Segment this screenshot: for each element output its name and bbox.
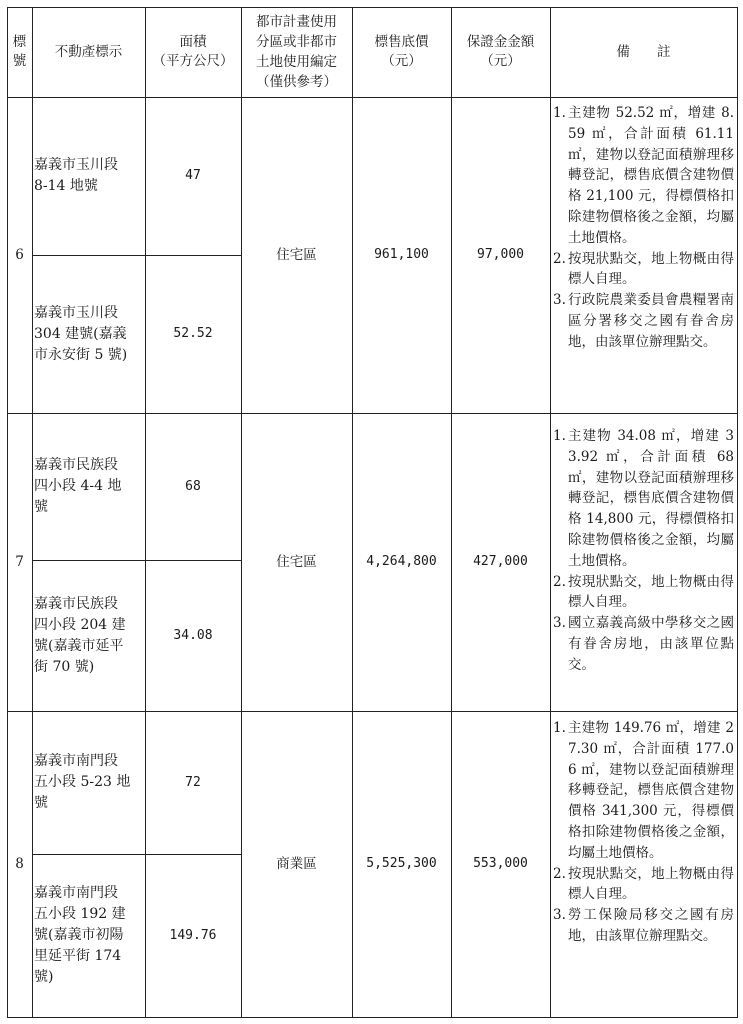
row-6-land-parcel: 嘉義市玉川段 8-14 地號 [34,157,118,194]
row-6-land-area: 47 [185,168,201,183]
row-8-building: 嘉義市南門段 五小段 192 建 號(嘉義市初陽 里延平街 174 號) [34,885,126,985]
row-8-land-parcel: 嘉義市南門段 五小段 5-23 地 號 [34,753,131,811]
remark-number: 3. [553,907,566,924]
row-8-remarks [553,718,734,947]
row-7-remarks [553,426,734,676]
row-6-building-area: 52.52 [173,326,213,341]
header-area-unit: （平方公尺） [152,53,234,69]
table-border-right [737,7,738,1018]
row-8-building-area: 149.76 [169,927,217,943]
remark-text: 按現狀點交，地上物概由得標人自理。 [568,250,734,288]
remark-number: 2. [553,250,566,267]
row-8-zoning: 商業區 [276,856,317,872]
row-8-seq: 8 [15,856,24,872]
remark-text: 主建物 52.52 ㎡，增建 8.59 ㎡，合計面積 61.11 ㎡，建物以登記面積辦理移轉登記，標售底價含建物價格 21,100 元，得標價格扣除建物價格後之金額，均屬土地價格。 [568,105,734,246]
header-deposit-title: 保證金金額 [466,34,535,50]
remark-text: 勞工保險局移交之國有房地，由該單位辦理點交。 [568,907,734,944]
header-area-title: 面積 [179,34,207,50]
row-7-building-area: 34.08 [173,627,213,643]
row-6-seq: 6 [15,247,24,263]
remark-number: 3. [553,292,566,309]
row-6-reserve-price: 961,100 [374,247,429,262]
row-7-remark-2 [553,572,734,614]
row-7-land-area: 68 [185,478,201,494]
row-8-remark-3 [553,905,734,947]
remark-number: 1. [553,105,566,121]
remark-text: 行政院農業委員會農糧署南區分署移交之國有眷舍房地，由該單位辦理點交。 [568,292,734,350]
row-7-remark-3 [553,613,734,675]
row-6-zoning: 住宅區 [276,247,317,263]
row-7-remark-1 [553,426,734,572]
row-6-remark-2 [553,249,734,291]
remark-text: 主建物 34.08 ㎡，增建 33.92 ㎡，合計面積 68 ㎡，建物以登記面積辦理移轉登記，標售底價含建物價格 14,800 元，得標價格扣除建物價格後之金額，均屬土地價格。 [568,428,734,569]
header-area [145,7,241,97]
header-reserve-title: 標售底價 [374,34,429,50]
col-rule-remarks [550,7,551,1018]
header-zoning-line-1: 都市計畫使用 [256,14,337,30]
row-8-reserve-price: 5,525,300 [366,856,437,871]
remark-number: 3. [553,615,566,632]
header-deposit-unit: （元） [480,53,521,69]
remark-number: 1. [553,720,566,736]
row-8-deposit: 553,000 [473,856,528,871]
row-7-land-parcel: 嘉義市民族段 四小段 4-4 地 號 [34,457,122,515]
row-7-building: 嘉義市民族段 四小段 204 建 號(嘉義市延平 街 70 號) [34,595,126,675]
header-seq: 標 號 [12,34,27,69]
header-zoning [241,7,352,97]
row-8-remark-2 [553,864,734,906]
remark-text: 按現狀點交，地上物概由得標人自理。 [568,865,734,903]
row-8-land-area: 72 [185,774,201,790]
header-zoning-line-3: 土地使用編定 [256,54,337,70]
row-6-remark-1 [553,103,734,249]
remark-text: 主建物 149.76 ㎡，增建 27.30 ㎡，合計面積 177.06 ㎡，建物以登記面積辦理移轉登記，標售底價含建物價格 341,300 元，得標價格扣除建物價格後之金額，均屬土地價格。 [568,720,734,861]
header-zoning-line-4: （僅供參考） [256,74,337,90]
row-7-deposit: 427,000 [473,554,528,569]
row-6-building: 嘉義市玉川段 304 建號(嘉義 市永安街 5 號) [34,304,128,363]
header-zoning-line-2: 分區或非都市 [256,34,337,50]
remark-text: 國立嘉義高級中學移交之國有眷舍房地，由該單位點交。 [568,615,734,673]
header-reserve-price [352,7,451,97]
row-7-zoning: 住宅區 [276,554,317,570]
remark-text: 按現狀點交，地上物概由得標人自理。 [568,573,734,611]
header-reserve-unit: （元） [381,53,422,69]
row-7-seq: 7 [15,554,24,570]
row-6-deposit: 97,000 [477,247,524,262]
header-property: 不動產標示 [54,43,123,60]
row-6-remark-3 [553,290,734,352]
remark-number: 1. [553,428,566,444]
row-8-remark-1 [553,718,734,864]
remark-number: 2. [553,865,566,882]
row-6-remarks [553,103,734,353]
header-remarks: 備 註 [616,43,671,60]
header-deposit [451,7,550,97]
remark-number: 2. [553,573,566,590]
row-7-reserve-price: 4,264,800 [366,554,437,569]
table-border-bottom [7,1017,737,1018]
